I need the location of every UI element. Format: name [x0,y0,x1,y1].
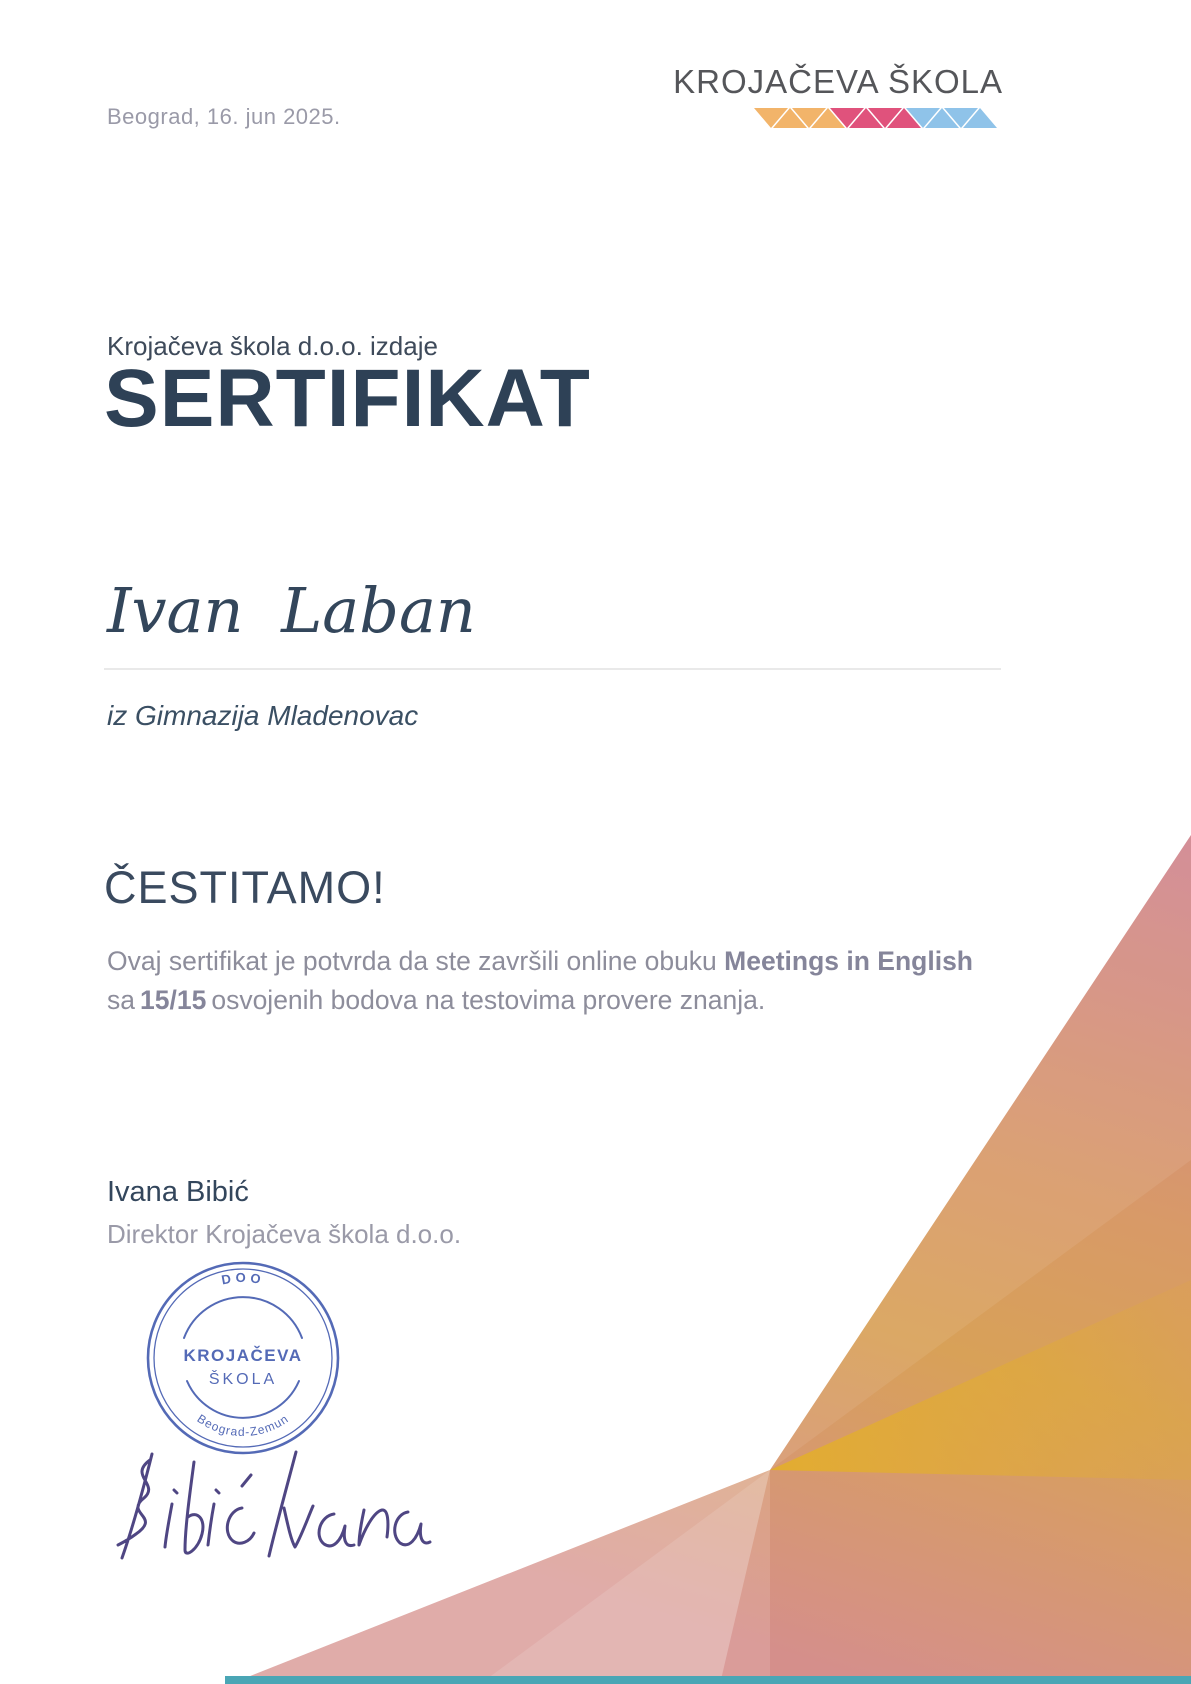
name-underline [104,668,1001,670]
certificate-body [107,942,1117,1020]
body-line1-text: Ovaj sertifikat je potvrda da ste završili online obuku [107,946,725,976]
signer-title: Direktor Krojačeva škola d.o.o. [107,1219,462,1249]
body-line2-pre: sa [107,985,135,1015]
handwritten-signature [108,1448,438,1576]
signature-strokes [118,1452,430,1558]
stamp-center-line2: ŠKOLA [208,1371,278,1388]
body-line-1 [107,942,1117,981]
logo-triangle-strip-icon [753,107,998,129]
body-line-2 [107,981,1117,1020]
recipient-origin: iz Gimnazija Mladenovac [107,700,419,731]
school-logo-wordmark: KROJAČEVA ŠKOLA [673,63,1003,100]
company-stamp [143,1258,343,1458]
congrats-heading: ČESTITAMO! [104,862,386,913]
stamp-texts [184,1270,303,1439]
stamp-top-text: DOO [220,1269,266,1288]
recipient-name: Ivan Laban [107,574,476,647]
issuer-line: Krojačeva škola d.o.o. izdaje [107,331,438,361]
issue-date: Beograd, 16. jun 2025. [107,104,341,129]
certificate-title: SERTIFIKAT [104,353,591,444]
stamp-bottom-text: Beograd-Zemun [194,1411,292,1440]
signer-name: Ivana Bibić [107,1176,249,1208]
course-name: Meetings in English [724,946,973,976]
svg-text:Beograd-Zemun [195,1411,292,1439]
score-value: 15/15 [140,985,207,1015]
stamp-center-line1: KROJAČEVA [183,1346,303,1365]
body-line2-post: osvojenih bodova na testovima provere znanja. [211,985,766,1015]
svg-text:DOO [220,1270,266,1288]
